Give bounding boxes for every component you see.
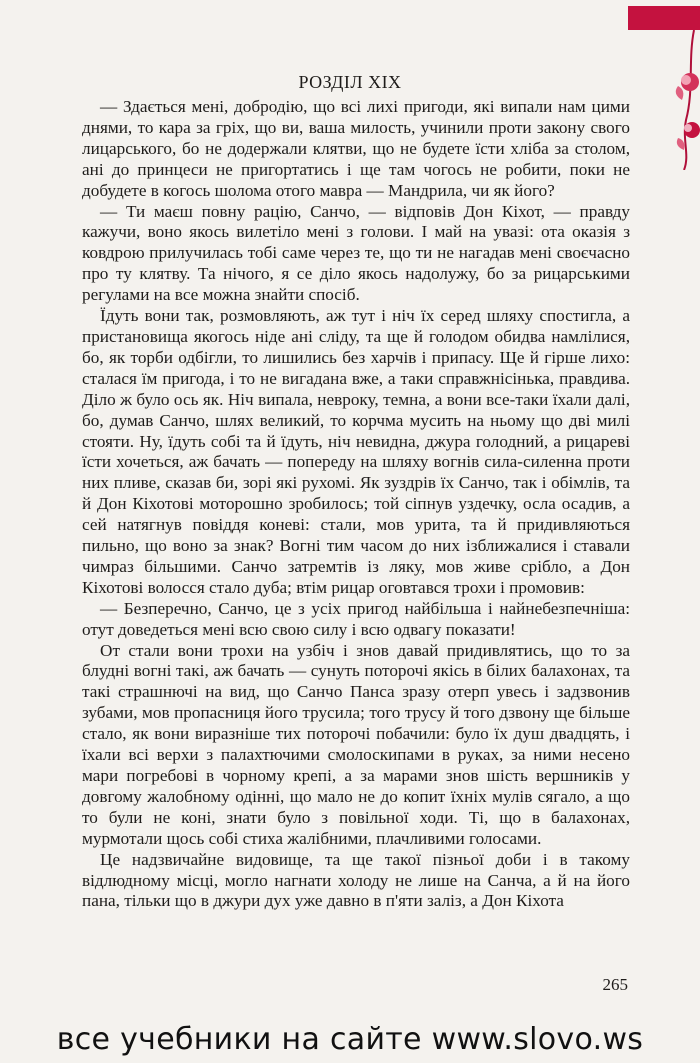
paragraph: Це надзвичайне видовище, та ще такої пізньої доби і в такому відлюдному місці, могло нагнати холоду не лише на Санча, а й на його пана, тільки що в джури дух уже давно в п'яти заліз, а Дон Кіхота [82, 849, 630, 911]
paragraph: — Ти маєш повну рацію, Санчо, — відповів Дон Кіхот, — правду кажучи, воно якось вилетіло мені з голови. І май на увазі: ота оказія з ковдрою прилучилась тобі саме через те, що ти не нагадав мені своєчасно про ту клятву. Та нічого, я се діло якось надолужу, бо за рицарськими регулами на все можна знайти спосіб. [82, 201, 630, 305]
paragraph: От стали вони трохи на узбіч і знов давай придивлятись, що то за блудні вогні такі, аж бачать — сунуть поторочі якісь в білих балахонах, та такі страшнючі на вид, що Санчо Панса зразу отерп увесь і задзвонив зубами, мов пропасниця його трусила; того трусу й того дзвону ще більше стало, як вони виразніше тих поторочі побачили: було їх душ двадцять, і їхали всі верхи з палахтючими смолоскипами в руках, за ними несено мари погребові в чорному крепі, а за марами знов шість вершників у довгому жалобному одінні, що мало не до копит їхніх мулів сягало, а що то були не коні, знати було з повільної ходи. Ті, що в балахонах, мурмотали щось собі стиха жалібними, плачливими голосами. [82, 640, 630, 848]
paragraph: — Здається мені, добродію, що всі лихі пригоди, які випали нам цими днями, то кара за гріх, що ви, ваша милость, учинили проти закону свого лицарського, бо не додержали клятви, що не будете їсти хліба за столом, ані до принцеси не пригортатись і ще там чогось не робити, поки не добудете в когось шолома отого мавра — Мандрила, чи як його? [82, 97, 630, 200]
paragraph: Їдуть вони так, розмовляють, аж тут і ніч їх серед шляху спостигла, а пристановища якогось ніде ані сліду, та ще й голодом обидва намлілися, бо, як торби одбігли, то лишились без харчів і припасу. Ще й гірше лихо: сталася їм пригода, і то не вигадана вже, а таки справжнісінька, правдива. Діло ж було ось як. Ніч випала, невроку, темна, а вони все-таки їхали далі, бо, думав Санчо, шлях великий, то корчма мусить на ньому що дві милі стояти. Ну, їдуть собі та й їдуть, ніч невидна, джура голодний, а рицареві їсти хочеться, аж бачать — попереду на шляху вогнів сила-силенна проти них пливе, сказав би, зорі які рухомі. Як зуздрів їх Санчо, так і обімлів, та й Дон Кіхотові моторошно зробилось; той сіпнув уздечку, осла осадив, а сей натягнув повіддя коневі: стали, мов урита, та й придивляються пильно, що воно за знак? Вогні тим часом до них ізближалися і ставали чимраз більшими. Санчо затремтів із ляку, мов живе срібло, а Дон Кіхотові волосся стало дуба; втім рицар оговтався трохи і промовив: [82, 306, 630, 597]
page-number: 265 [602, 975, 628, 994]
footer-banner: все учебники на сайте www.slovo.ws [56, 1022, 644, 1057]
paragraph: — Безперечно, Санчо, це з усіх пригод найбільша і найнебезпечніша: отут доведеться мені всю свою силу і всю одвагу показати! [82, 598, 630, 639]
body-text [82, 97, 630, 912]
corner-color-band [628, 6, 700, 30]
chapter-title: РОЗДІЛ XIX [298, 72, 402, 92]
flower-ornament-icon [664, 30, 700, 170]
